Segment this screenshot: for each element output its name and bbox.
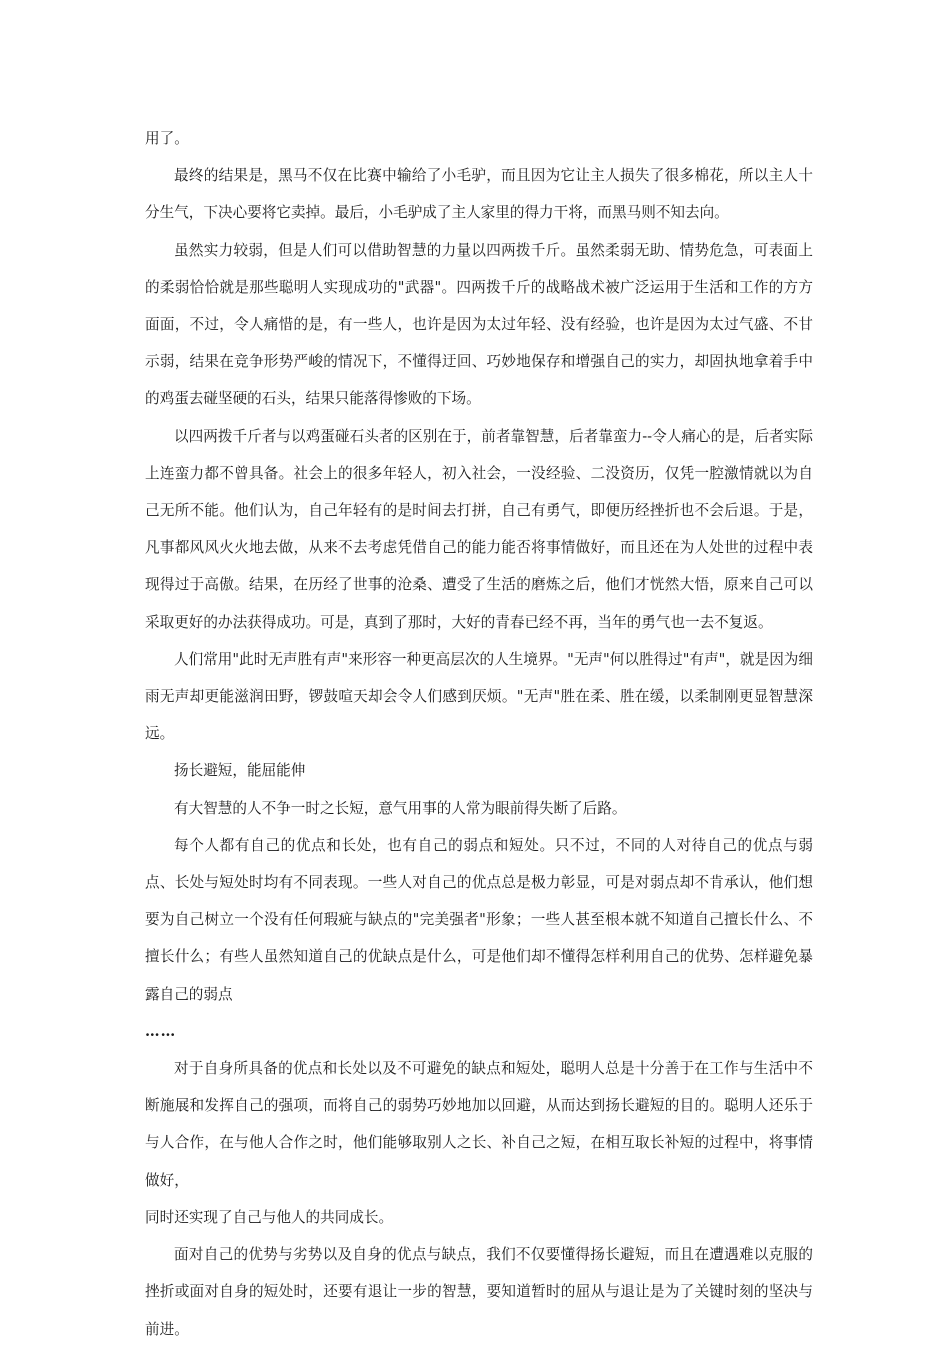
paragraph: 有大智慧的人不争一时之长短，意气用事的人常为眼前得失断了后路。 <box>174 799 627 817</box>
document-body <box>145 120 813 1348</box>
paragraph: 以四两拨千斤者与以鸡蛋碰石头者的区别在于，前者靠智慧，后者靠蛮力--令人痛心的是，后者实际上连蛮力都不曾具备。社会上的很多年轻人，初入社会，一没经验、二没资历，仅凭一腔激情就以为自己无所不能。他们认为，自己年轻有的是时间去打拼，自己有勇气，即便历经挫折也不会后退。于是，凡事都风风火火地去做，从来不去考虑凭借自己的能力能否将事情做好，而且还在为人处世的过程中表现得过于高傲。结果，在历经了世事的沧桑、遭受了生活的磨炼之后，他们才恍然大悟，原来自己可以采取更好的办法获得成功。可是，真到了那时，大好的青春已经不再，当年的勇气也一去不复返。 <box>145 427 813 631</box>
paragraph: 最终的结果是，黑马不仅在比赛中输给了小毛驴，而且因为它让主人损失了很多棉花，所以主人十分生气，下决心要将它卖掉。最后，小毛驴成了主人家里的得力干将，而黑马则不知去向。 <box>145 167 813 222</box>
ellipsis: …… <box>145 1022 177 1040</box>
section-heading: 扬长避短，能屈能伸 <box>174 762 306 780</box>
paragraph: 面对自己的优势与劣势以及自身的优点与缺点，我们不仅要懂得扬长避短，而且在遭遇难以克服的挫折或面对自身的短处时，还要有退让一步的智慧，要知道暂时的屈从与退让是为了关键时刻的坚决与前进。 <box>145 1246 813 1338</box>
paragraph-continuation: 同时还实现了自己与他人的共同成长。 <box>145 1208 394 1226</box>
paragraph-continuation: 用了。 <box>145 130 189 147</box>
paragraph: 虽然实力较弱，但是人们可以借助智慧的力量以四两拨千斤。虽然柔弱无助、情势危急，可表面上的柔弱恰恰就是那些聪明人实现成功的"武器"。四两拨千斤的战略战术被广泛运用于生活和工作的方方面面，不过，令人痛惜的是，有一些人，也许是因为太过年轻、没有经验，也许是因为太过气盛、不甘示弱，结果在竞争形势严峻的情况下，不懂得迂回、巧妙地保存和增强自己的实力，却固执地拿着手中的鸡蛋去碰坚硬的石头，结果只能落得惨败的下场。 <box>145 241 813 408</box>
paragraph: 每个人都有自己的优点和长处，也有自己的弱点和短处。只不过，不同的人对待自己的优点与弱点、长处与短处时均有不同表现。一些人对自己的优点总是极力彰显，可是对弱点却不肯承认，他们想要为自己树立一个没有任何瑕疵与缺点的"完美强者"形象；一些人甚至根本就不知道自己擅长什么、不擅长什么；有些人虽然知道自己的优缺点是什么，可是他们却不懂得怎样利用自己的优势、怎样避免暴露自己的弱点 <box>145 836 813 1003</box>
paragraph: 对于自身所具备的优点和长处以及不可避免的缺点和短处，聪明人总是十分善于在工作与生活中不断施展和发挥自己的强项，而将自己的弱势巧妙地加以回避，从而达到扬长避短的目的。聪明人还乐于与人合作，在与他人合作之时，他们能够取别人之长、补自己之短，在相互取长补短的过程中，将事情做好， <box>145 1060 813 1189</box>
paragraph: 人们常用"此时无声胜有声"来形容一种更高层次的人生境界。"无声"何以胜得过"有声"，就是因为细雨无声却更能滋润田野，锣鼓喧天却会令人们感到厌烦。"无声"胜在柔、胜在缓，以柔制刚更显智慧深远。 <box>145 650 813 743</box>
